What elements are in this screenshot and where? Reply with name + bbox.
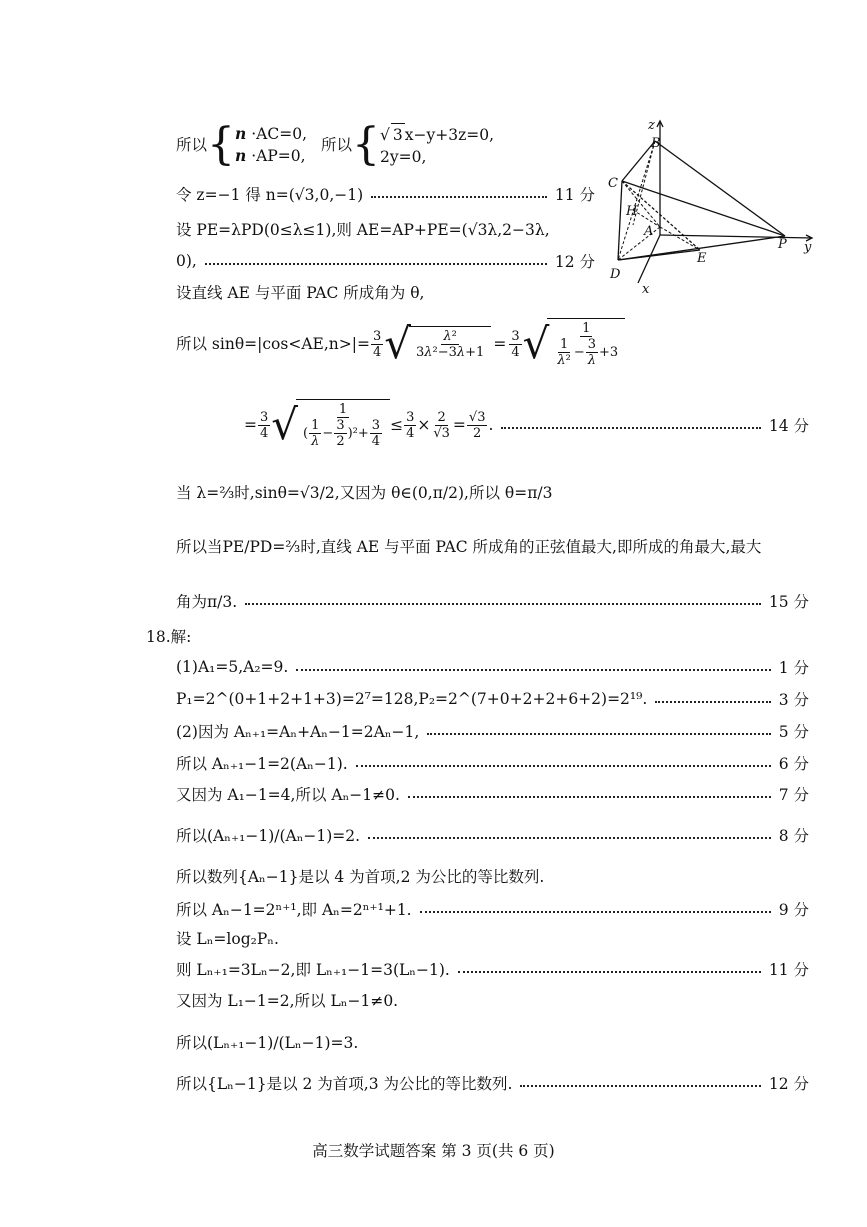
score: 6 分 [778, 755, 809, 773]
eq-2y: 2y=0, [380, 147, 427, 166]
line-angle-def: 设直线 AE 与平面 PAC 所成角为 θ, [176, 284, 425, 302]
question-18-heading: 18.解: [146, 628, 192, 646]
label-p: P [778, 237, 787, 252]
score: 8 分 [778, 827, 809, 845]
label-a: A [644, 224, 654, 239]
label-z: z [648, 118, 655, 133]
ans-line: P₁=2^(0+1+2+1+3)=2⁷=128,P₂=2^(7+0+2+2+6+2)=2¹⁹. 3 分 [176, 690, 809, 709]
l1-prefix: 所以 [176, 136, 208, 154]
l1-mid: 所以 [321, 136, 353, 154]
eq-n-dot-ac: n ·AC=0, [235, 124, 307, 143]
ans-line: 设 Lₙ=log₂Pₙ. [176, 930, 279, 948]
label-b: B [651, 136, 661, 151]
line-conclusion: 所以当PE/PD=⅔时,直线 AE 与平面 PAC 所成角的正弦值最大,即所成的角最大,最大 [176, 538, 762, 556]
label-e: E [697, 251, 707, 266]
score: 11 分 [768, 961, 809, 979]
score: 15 分 [768, 593, 809, 611]
normal-vector-system: 所以 { n ·AC=0, n ·AP=0, 所以 { √ 3 x−y+3z=0, 2y=0, [176, 119, 495, 170]
ans-line: 所以 Aₙ₊₁−1=2(Aₙ−1). 6 分 [176, 752, 809, 774]
line-set-pe: 设 PE=λPD(0≤λ≤1),则 AE=AP+PE=(√3λ,2−3λ, [176, 221, 550, 239]
score: 7 分 [778, 786, 809, 804]
label-y: y [804, 240, 812, 255]
label-h: H [626, 204, 638, 219]
solid-geometry-figure [600, 115, 820, 295]
ans-line: 所以数列{Aₙ−1}是以 4 为首项,2 为公比的等比数列. [176, 868, 545, 886]
ans-line: (1)A₁=5,A₂=9. 1 分 [176, 658, 809, 677]
score: 3 分 [778, 691, 809, 709]
ans-line: 所以 Aₙ−1=2ⁿ⁺¹,即 Aₙ=2ⁿ⁺¹+1. 9 分 [176, 898, 809, 920]
score: 5 分 [778, 723, 809, 741]
score: 12 分 [768, 1075, 809, 1093]
score: 12 分 [554, 253, 595, 271]
ans-line: 又因为 A₁−1=4,所以 Aₙ−1≠0. 7 分 [176, 783, 809, 805]
label-c: C [608, 176, 618, 191]
ans-line: 又因为 L₁−1=2,所以 Lₙ−1≠0. [176, 992, 399, 1010]
ans-line: 所以(Aₙ₊₁−1)/(Aₙ−1)=2. 8 分 [176, 824, 809, 846]
line-lambda-value: 当 λ=⅔时,sinθ=√3/2,又因为 θ∈(0,π/2),所以 θ=π/3 [176, 484, 553, 502]
label-d: D [610, 267, 621, 282]
ans-line: 所以{Lₙ−1}是以 2 为首项,3 为公比的等比数列. 12 分 [176, 1072, 809, 1094]
line-set-z: 令 z=−1 得 n=(√3,0,−1) 11 分 [176, 183, 595, 205]
score: 11 分 [554, 186, 595, 204]
eq-n-dot-ap: n ·AP=0, [235, 146, 306, 165]
sin-theta-bound: = $\frac{3}{4}$ √ 1 ( $\frac{1}{\lambda}$ − $\frac{3}{2}$ )²+ $\frac{3}{4}$ ≤ $\frac{3}{4}$ × $\frac{2}{√3}$ = $\frac{√3}{2}$ . 14 分 [244, 400, 809, 449]
page-footer: 高三数学试题答案 第 3 页(共 6 页) [312, 1142, 555, 1160]
score: 1 分 [778, 659, 809, 677]
eq-sqrt3x: √ 3 x−y+3z=0, [380, 123, 494, 146]
ans-line: 所以(Lₙ₊₁−1)/(Lₙ−1)=3. [176, 1034, 359, 1052]
ans-line: (2)因为 Aₙ₊₁=Aₙ+Aₙ−1=2Aₙ−1, 5 分 [176, 720, 809, 742]
ans-line: 则 Lₙ₊₁=3Lₙ−2,即 Lₙ₊₁−1=3(Lₙ−1). 11 分 [176, 958, 809, 980]
line-zero: 0), 12 分 [176, 252, 595, 271]
score: 14 分 [768, 417, 809, 435]
line-max-angle: 角为π/3. 15 分 [176, 588, 809, 614]
score: 9 分 [778, 901, 809, 919]
label-x: x [642, 282, 650, 295]
sin-theta-expression: 所以 sinθ=|cos<AE,n>|= $\frac{3}{4}$ √ $\frac{\text{λ²}}{\text{3λ²−3λ+1}}$ = $\frac{3}{4}$ √ 1 $\frac{1}{\text{λ²}}$ − $\frac{3}{\lambda}$ +3 [176, 314, 625, 374]
